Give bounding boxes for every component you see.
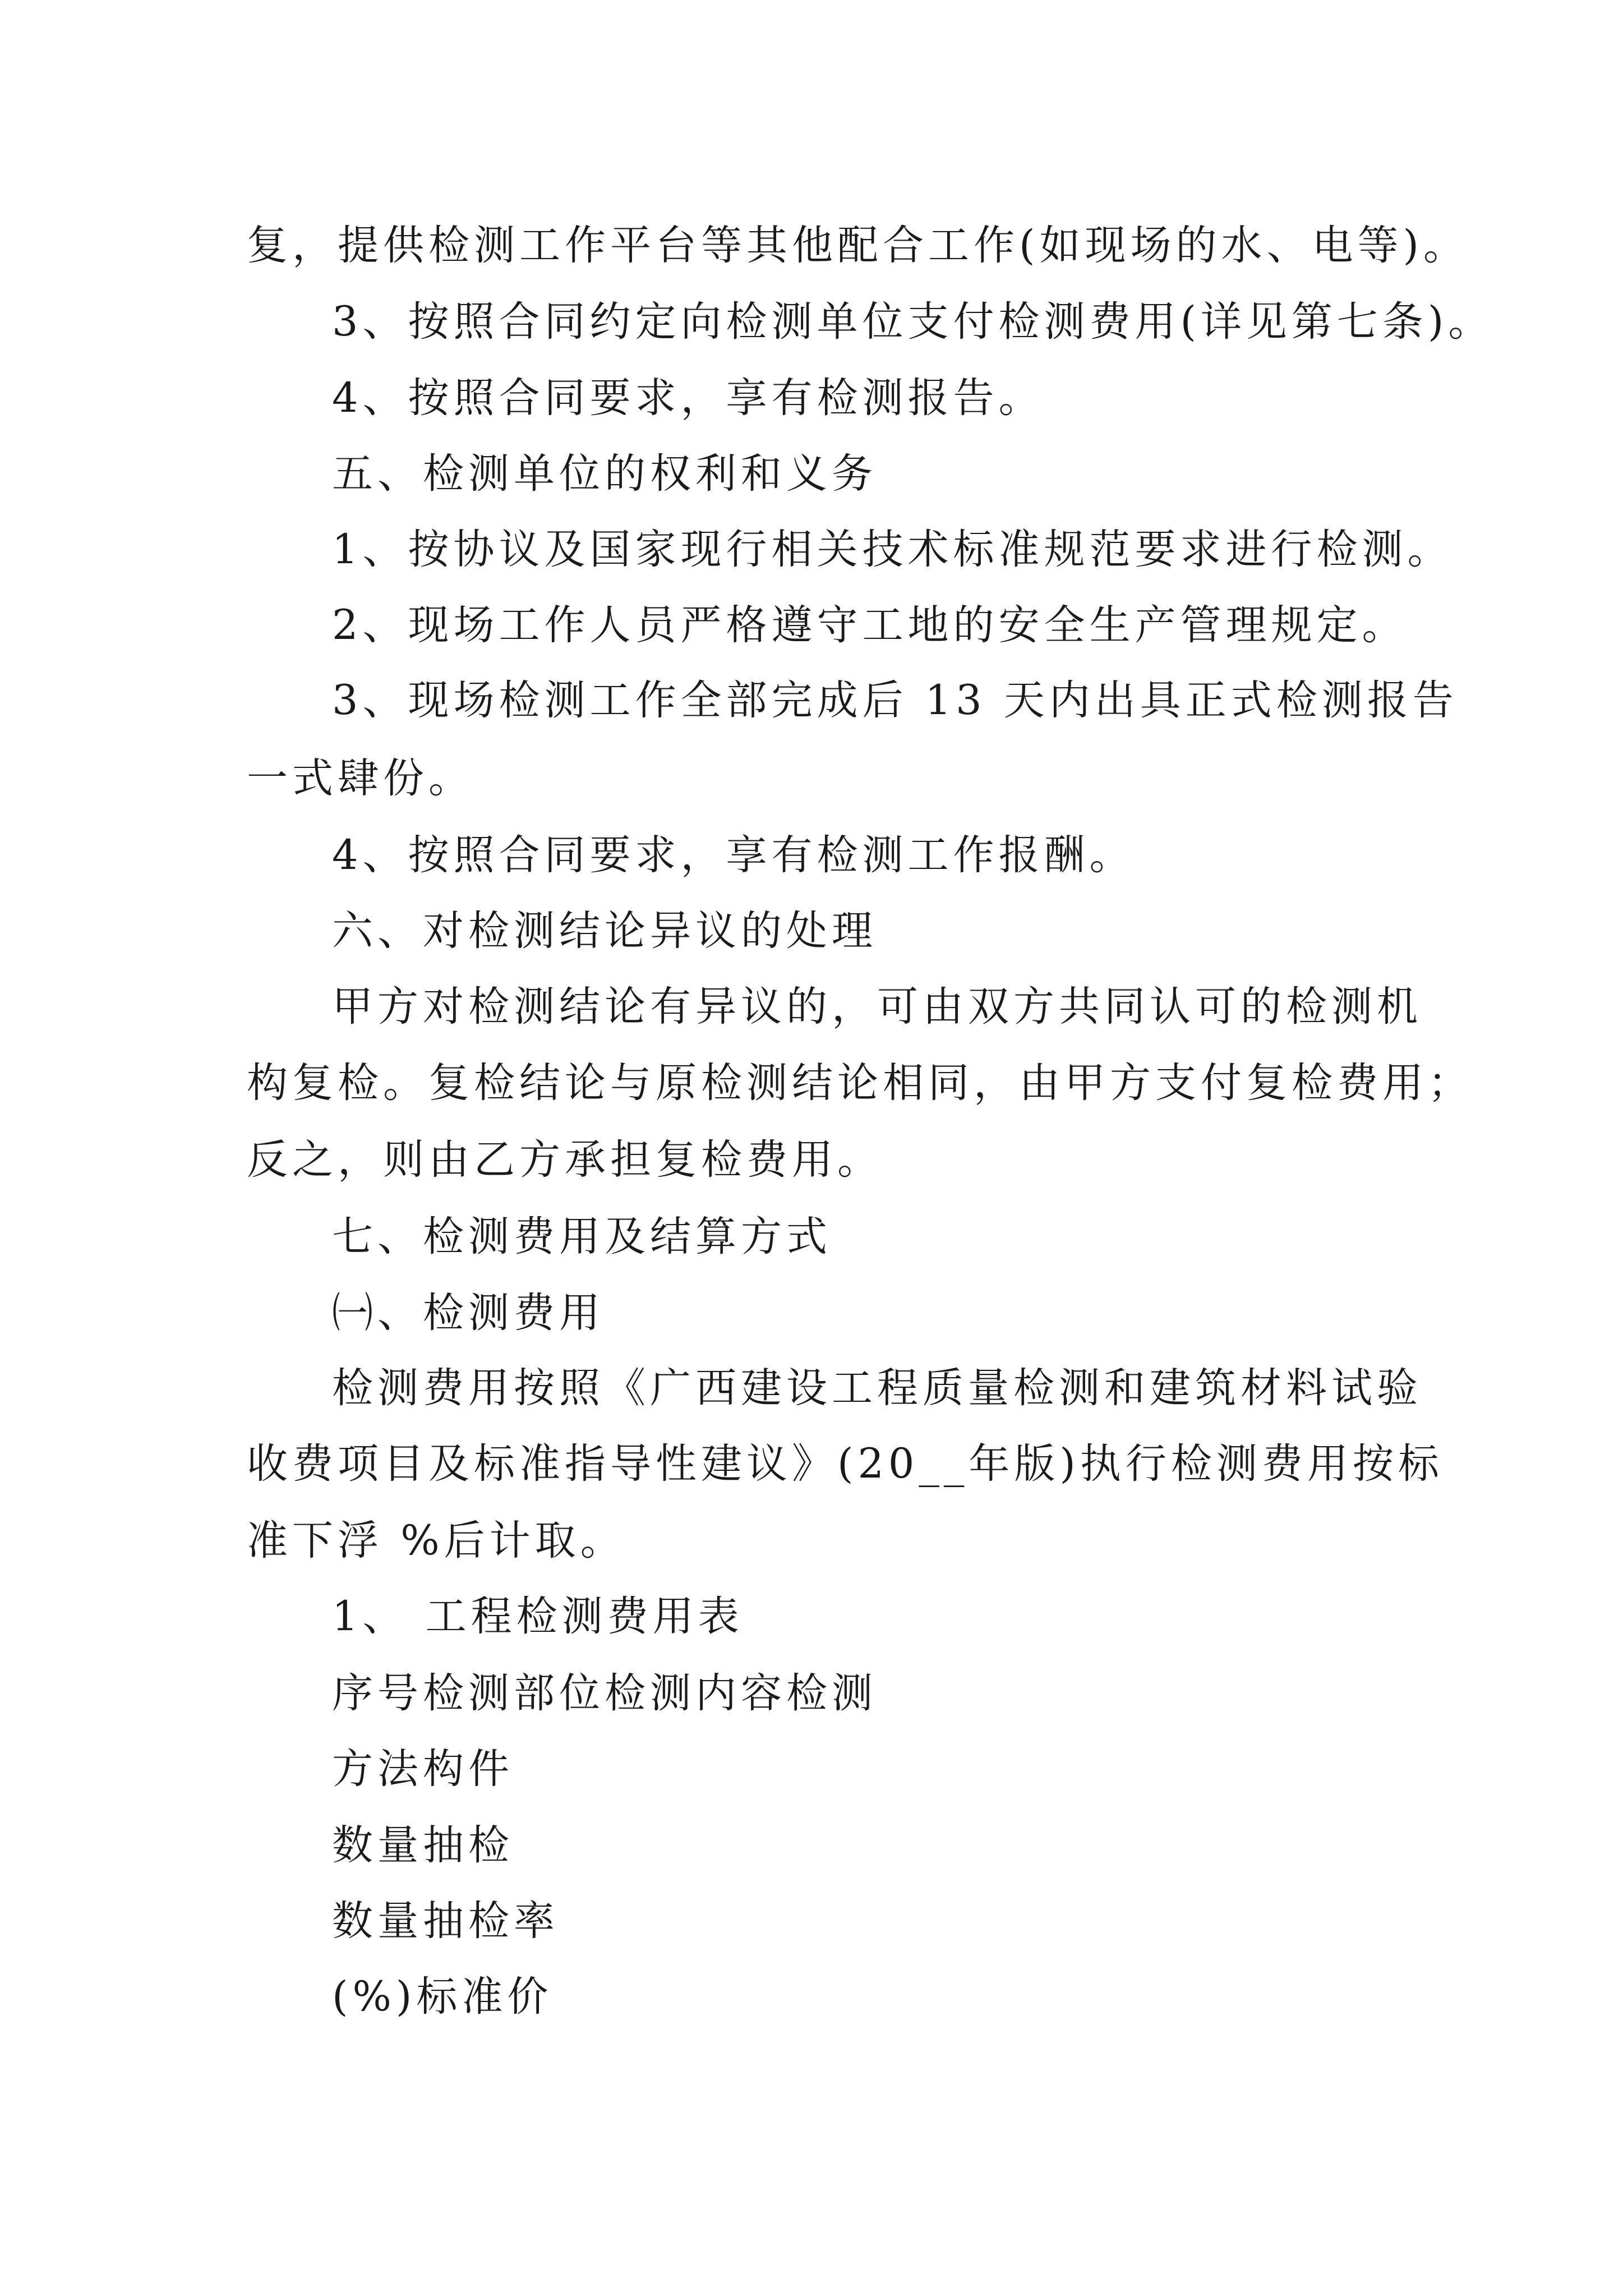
section-heading-6: 六、对检测结论异议的处理 [332,907,877,955]
text-line-16: 检测费用按照《广西建设工程质量检测和建筑材料试验 [332,1364,1422,1412]
text-line-12: 构复检。复检结论与原检测结论相同，由甲方支付复检费用； [247,1059,1473,1107]
table-header-line-4: 数量抽检率 [332,1897,559,1945]
table-header-line-5: (%)标准价 [332,1973,553,2021]
text-line-13: 反之，则由乙方承担复检费用。 [247,1136,883,1184]
table-title: 1、 工程检测费用表 [332,1593,744,1640]
text-line-1: 复，提供检测工作平台等其他配合工作(如现场的水、电等)。 [247,222,1469,269]
text-line-11: 甲方对检测结论有异议的，可由双方共同认可的检测机 [332,983,1422,1030]
text-line-3: 4、按照合同要求，享有检测报告。 [332,374,1044,422]
text-line-5: 1、按协议及国家现行相关技术标准规范要求进行检测。 [332,526,1453,573]
text-line-6: 2、现场工作人员严格遵守工地的安全生产管理规定。 [332,601,1408,649]
text-line-2: 3、按照合同约定向检测单位支付检测费用(详见第七条)。 [332,298,1494,346]
text-line-9: 4、按照合同要求，享有检测工作报酬。 [332,831,1135,879]
text-line-18: 准下浮 %后计取。 [247,1517,626,1565]
text-line-7: 3、现场检测工作全部完成后 13 天内出具正式检测报告 [332,677,1458,724]
text-line-8: 一式肆份。 [247,754,474,802]
table-header-line-2: 方法构件 [332,1745,514,1793]
text-line-17: 收费项目及标准指导性建议》(20__年版)执行检测费用按标 [247,1440,1444,1488]
section-heading-7: 七、检测费用及结算方式 [332,1213,832,1260]
table-header-line-3: 数量抽检 [332,1821,514,1869]
table-header-line-1: 序号检测部位检测内容检测 [332,1669,877,1717]
section-heading-5: 五、检测单位的权利和义务 [332,450,877,498]
subsection-heading: ㈠、检测费用 [332,1289,605,1337]
